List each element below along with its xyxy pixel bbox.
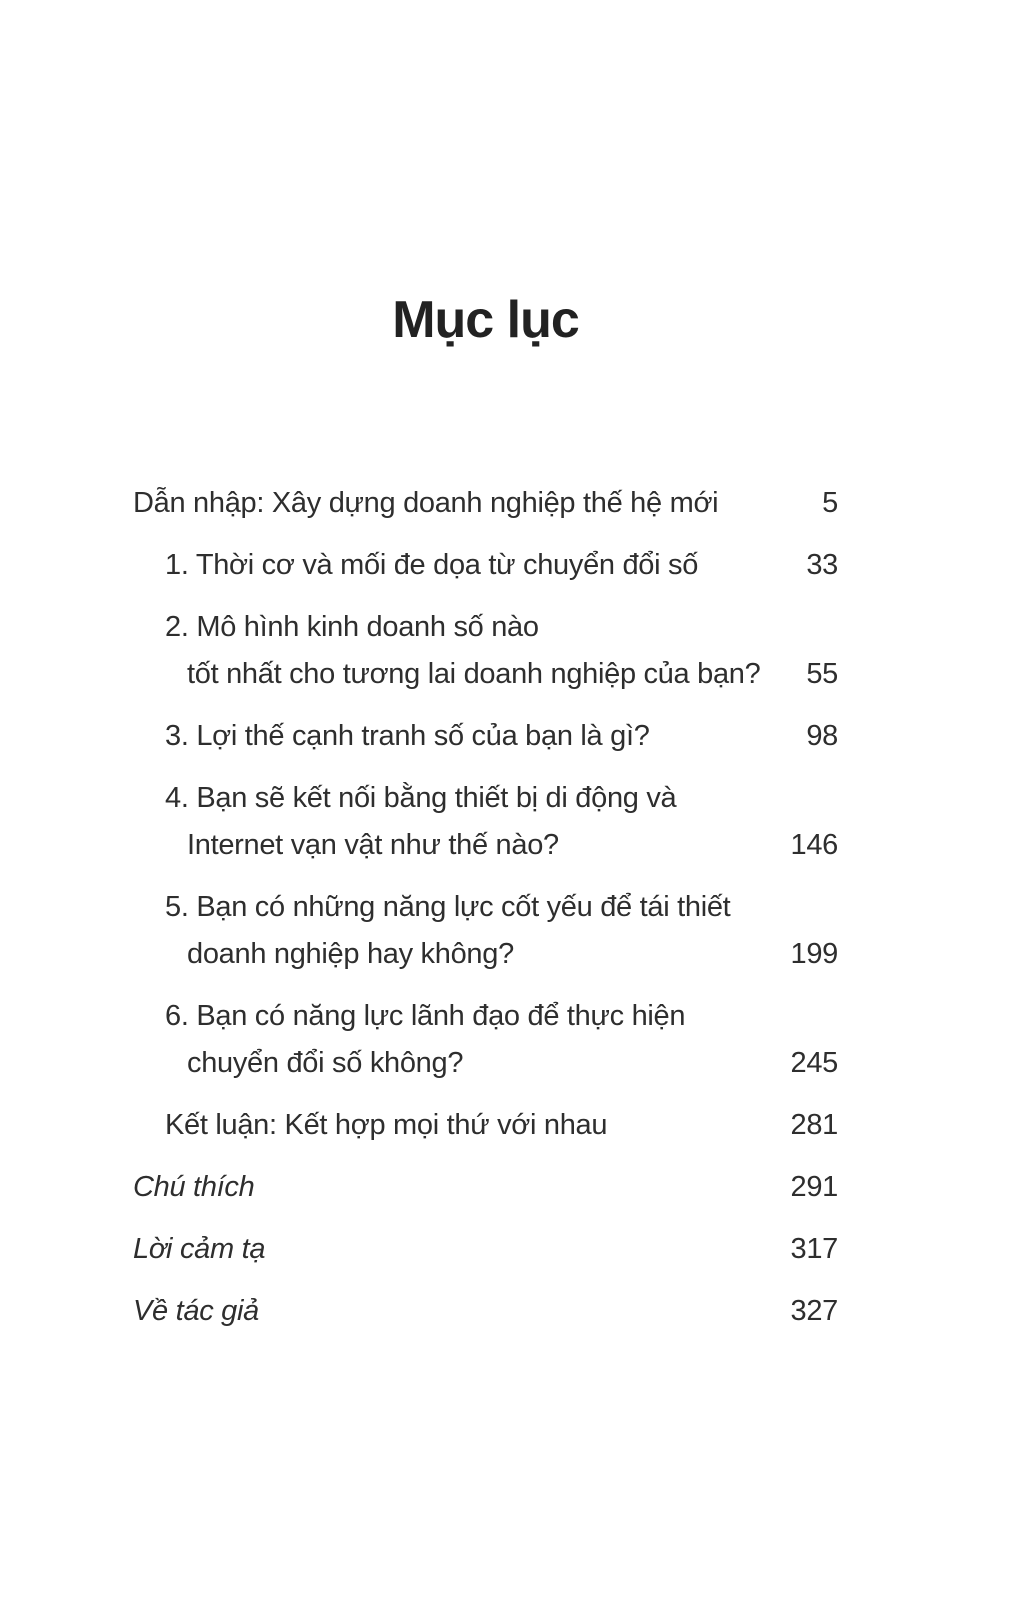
toc-entry[interactable]: [133, 1288, 838, 1335]
toc-entry-text: Kết luận: Kết hợp mọi thứ với nhau: [165, 1109, 608, 1141]
toc-entry-page: 327: [790, 1295, 838, 1327]
toc-entry[interactable]: [133, 1164, 838, 1211]
toc-entry[interactable]: [133, 480, 838, 527]
toc-entry[interactable]: [133, 884, 838, 978]
toc-entry[interactable]: [133, 542, 838, 589]
toc-entry-page: 245: [790, 1047, 838, 1079]
toc-entry-text: Về tác giả: [133, 1295, 259, 1327]
toc-entry-text: 5. Bạn có những năng lực cốt yếu để tái thiết: [165, 891, 731, 923]
toc-entry-page: 146: [790, 829, 838, 861]
toc-entry[interactable]: [133, 713, 838, 760]
toc-entry-text: chuyển đổi số không?: [187, 1047, 464, 1079]
table-of-contents: [133, 480, 838, 1335]
toc-entry-text: 1. Thời cơ và mối đe dọa từ chuyển đổi số: [165, 549, 699, 581]
toc-entry[interactable]: [133, 775, 838, 869]
toc-entry-page: 199: [790, 938, 838, 970]
toc-entry-page: 291: [790, 1171, 838, 1203]
toc-entry-text: doanh nghiệp hay không?: [187, 938, 514, 970]
toc-entry-text: 4. Bạn sẽ kết nối bằng thiết bị di động và: [165, 782, 677, 814]
toc-entry-text: Chú thích: [133, 1171, 255, 1203]
toc-entry-text: Lời cảm tạ: [133, 1233, 266, 1265]
toc-entry-page: 33: [806, 549, 838, 581]
toc-entry-text: Dẫn nhập: Xây dựng doanh nghiệp thế hệ mới: [133, 487, 719, 519]
toc-entry-text: Internet vạn vật như thế nào?: [187, 829, 559, 861]
toc-entry-page: 317: [790, 1233, 838, 1265]
toc-entry[interactable]: [133, 993, 838, 1087]
toc-entry-text: 2. Mô hình kinh doanh số nào: [165, 611, 539, 643]
toc-entry[interactable]: [133, 1226, 838, 1273]
toc-entry-page: 55: [806, 658, 838, 690]
toc-entry[interactable]: [133, 604, 838, 698]
book-page: [0, 290, 1024, 1615]
page-title: Mục lục: [392, 291, 579, 349]
toc-entry-text: 3. Lợi thế cạnh tranh số của bạn là gì?: [165, 720, 650, 752]
toc-entry[interactable]: [133, 1102, 838, 1149]
toc-entry-page: 281: [790, 1109, 838, 1141]
toc-entry-text: 6. Bạn có năng lực lãnh đạo để thực hiện: [165, 1000, 686, 1032]
toc-entry-text: tốt nhất cho tương lai doanh nghiệp của bạn?: [187, 658, 761, 690]
toc-entry-page: 5: [822, 487, 838, 519]
toc-entry-page: 98: [806, 720, 838, 752]
